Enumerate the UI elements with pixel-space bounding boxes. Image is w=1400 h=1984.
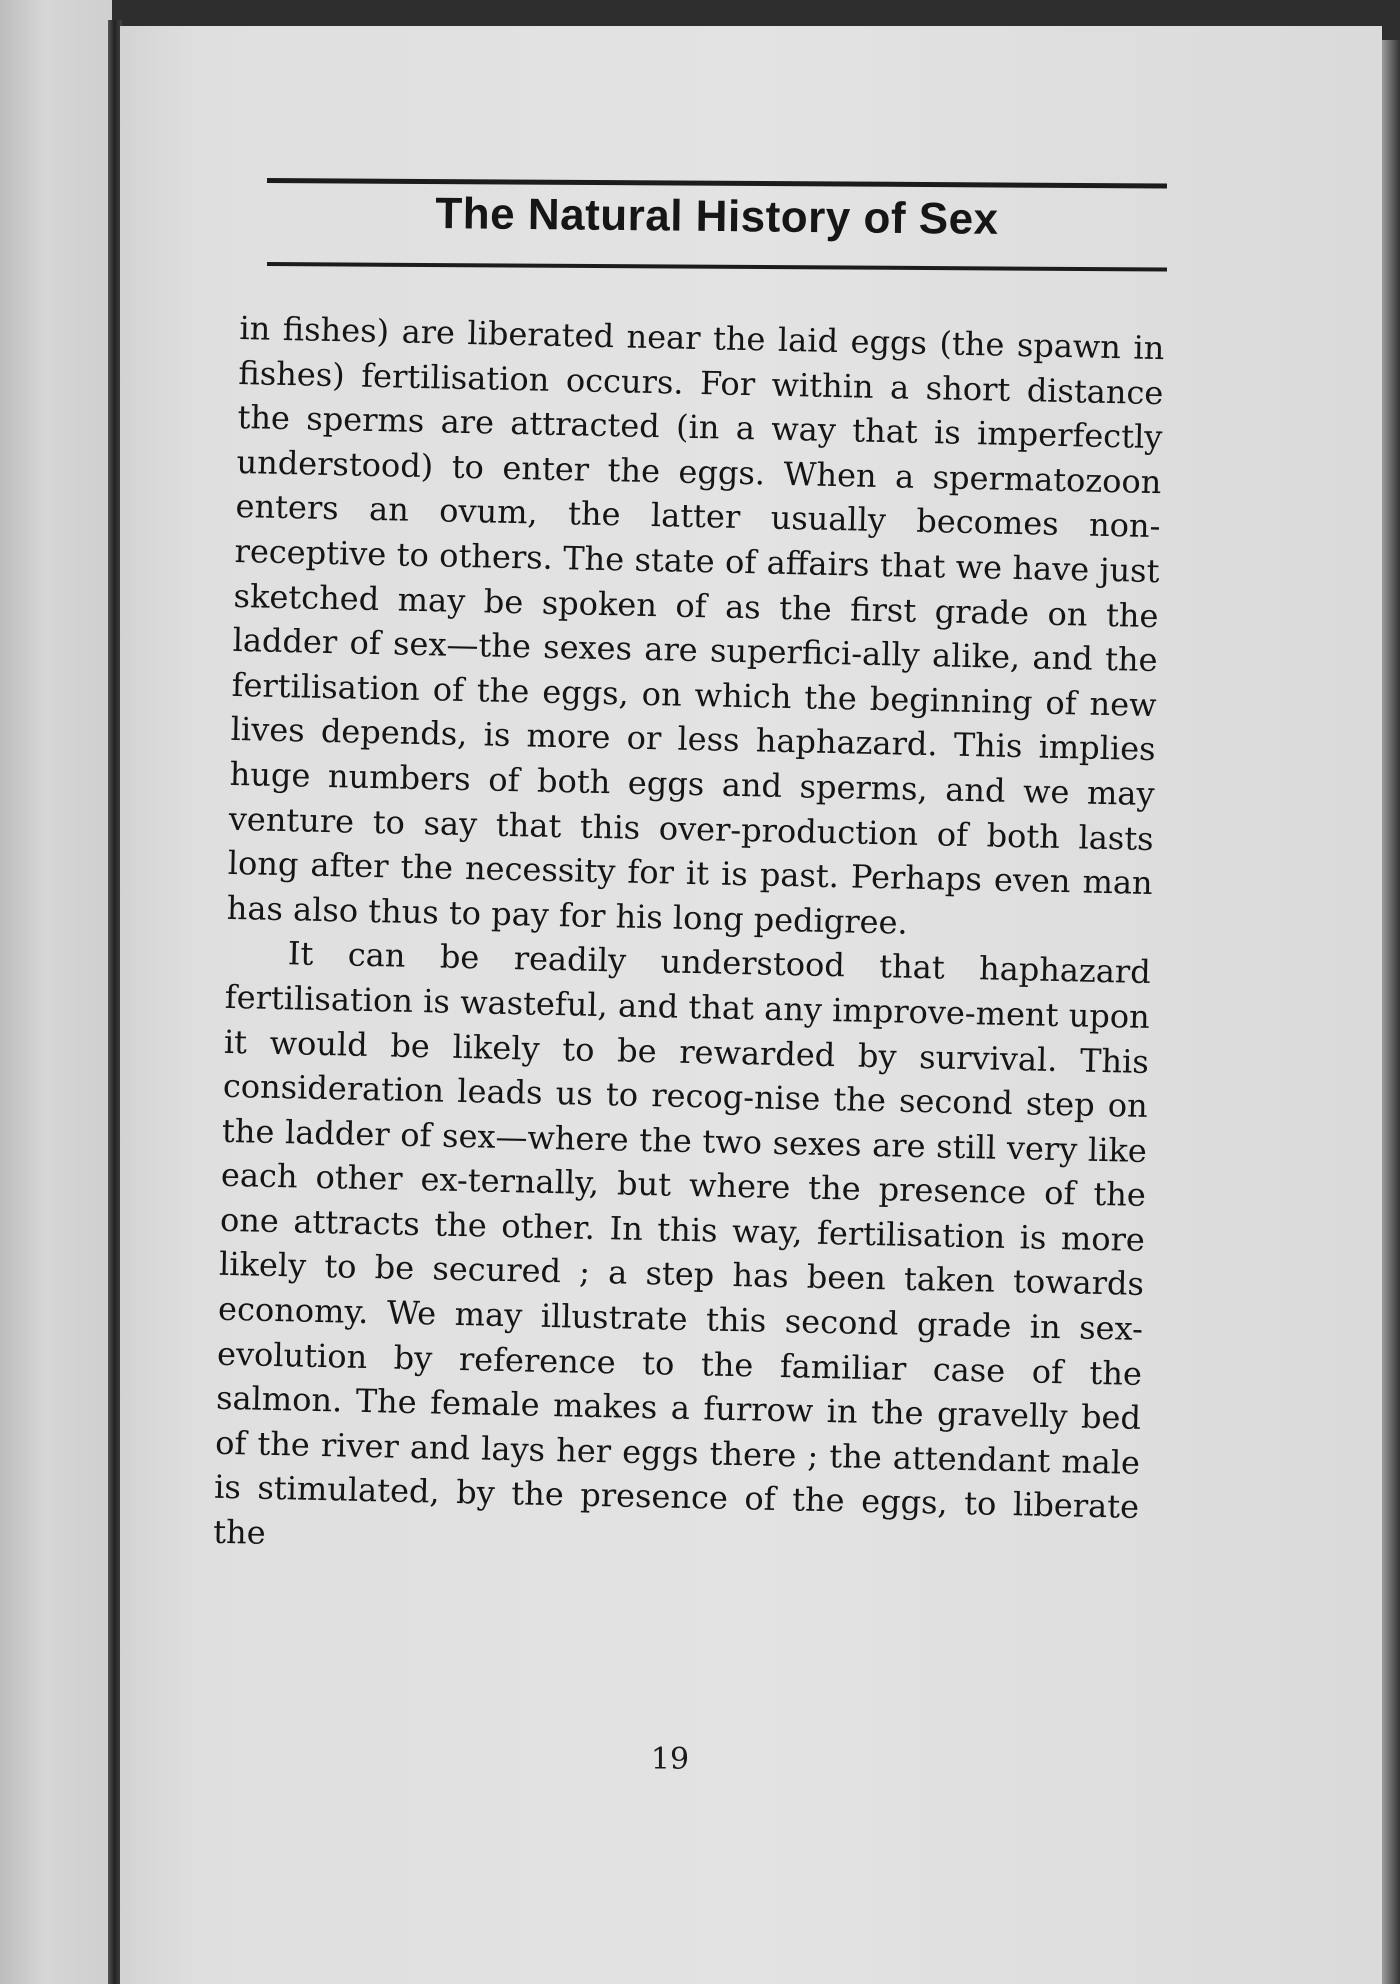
body-text <box>213 306 1165 1575</box>
previous-page-edge <box>0 0 112 1984</box>
paragraph-continued: in fishes) are liberated near the laid eggs (the spawn in fishes) fertilisation occurs. For within a short distance the sperms are attracted (in a way that is imperfectly understood) to enter the eggs. When a spermatozoon enters an ovum, the latter usually becomes non-receptive to others. The state of affairs that we have just sketched may be spoken of as the first grade on the ladder of sex—the sexes are superfici-ally alike, and the fertilisation of the eggs, on which the beginning of new lives depends, is more or less haphazard. This implies huge numbers of both eggs and sperms, and we may venture to say that this over-production of both lasts long after the necessity for it is past. Perhaps even man has also thus to pay for his long pedigree. <box>226 308 1165 942</box>
page-number: 19 <box>650 1742 690 1777</box>
page-edge-shadow <box>1382 40 1400 1984</box>
running-head: The Natural History of Sex <box>435 189 999 244</box>
paragraph: It can be readily understood that haphazard fertilisation is wasteful, and that any improve-ment upon it would be likely to be rewarded by survival. This consideration leads us to recog-nise the second step on the ladder of sex—where the two sexes are still very like each other ex-ternally, but where the presence of the one attracts the other. In this way, fertilisation is more likely to be secured ; a step has been taken towards economy. We may illustrate this second grade in sex-evolution by reference to the familiar case of the salmon. The female makes a furrow in the gravelly bed of the river and lays her eggs there ; the attendant male is stimulated, by the presence of the eggs, to liberate the <box>212 934 1152 1552</box>
